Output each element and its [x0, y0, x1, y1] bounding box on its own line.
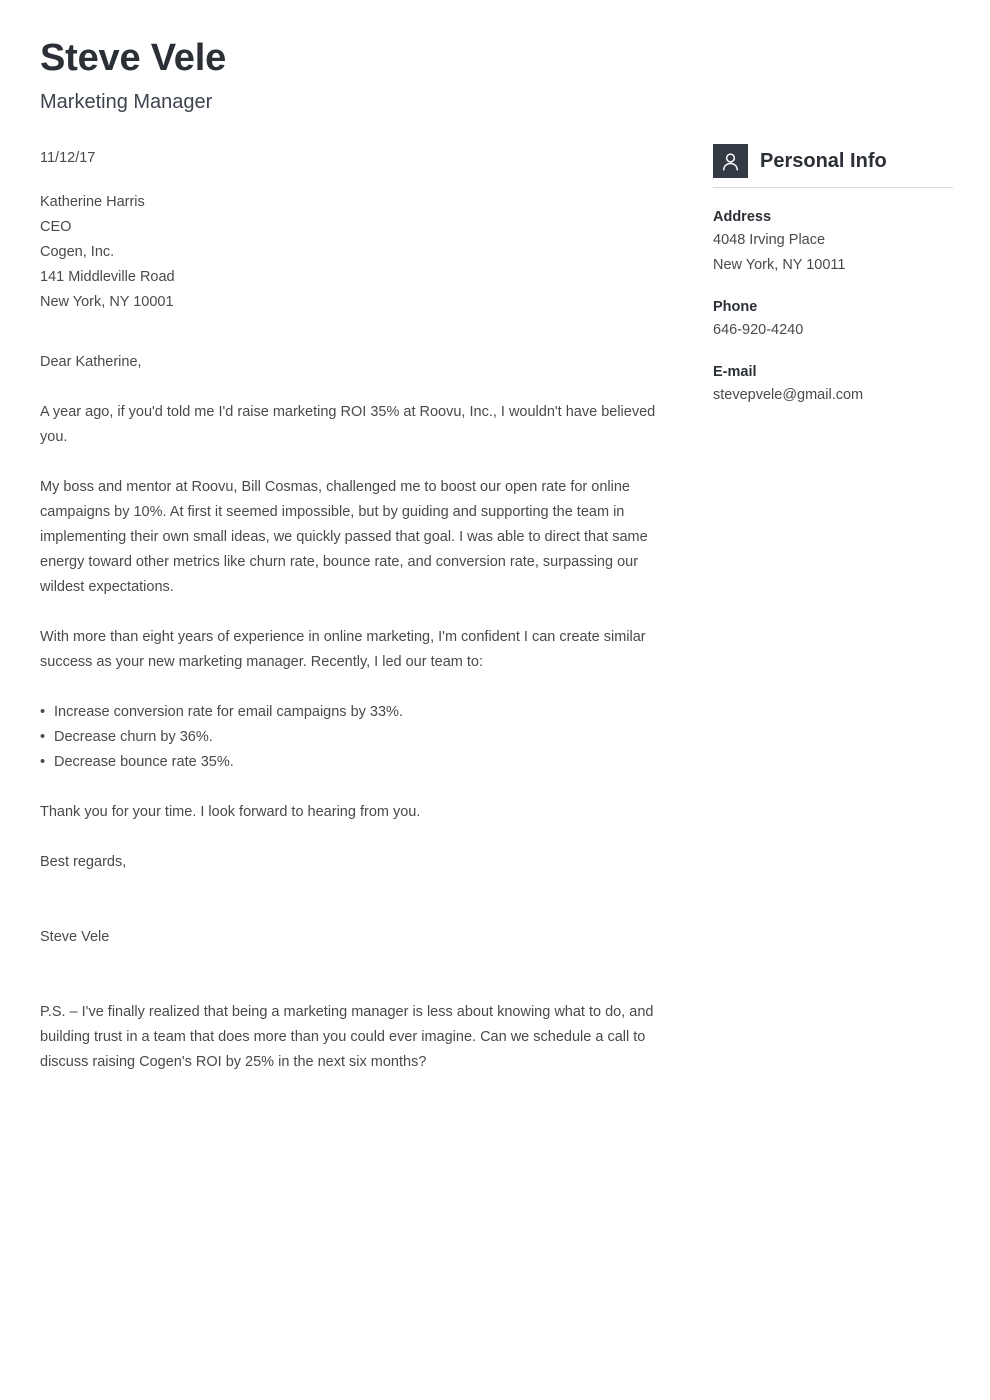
salutation: Dear Katherine,: [40, 354, 142, 370]
recipient-city-state-zip: New York, NY 10001: [40, 294, 174, 310]
postscript: P.S. – I've finally realized that being a marketing manager is less about knowing what to do, and building trust in a team that does more than you could ever imagine. Can we schedule a call to discuss raising Cogen's ROI by 25% in the next six months?: [40, 1004, 654, 1070]
list-item: • Increase conversion rate for email campaigns by 33%.: [40, 700, 670, 725]
letter-header: [40, 38, 660, 114]
list-item: • Decrease churn by 36%.: [40, 725, 670, 750]
paragraph-2: My boss and mentor at Roovu, Bill Cosmas, challenged me to boost our open rate for online campaigns by 10%. At first it seemed impossible, but by guiding and supporting the team in implementing their own small ideas, we quickly passed that goal. I was able to direct that same energy toward other metrics like churn rate, bounce rate, and conversion rate, surpassing our wildest expectations.: [40, 479, 648, 595]
thank-you-line: Thank you for your time. I look forward to hearing from you.: [40, 804, 421, 820]
paragraph-1: A year ago, if you'd told me I'd raise marketing ROI 35% at Roovu, Inc., I wouldn't have believed you.: [40, 404, 656, 445]
sidebar-title: Personal Info: [760, 150, 887, 172]
letter-date: 11/12/17: [40, 150, 96, 166]
email-value[interactable]: stevepvele@gmail.com: [713, 387, 864, 403]
sign-off: Best regards,: [40, 854, 127, 870]
phone-label: Phone: [713, 299, 758, 315]
applicant-job-title: Marketing Manager: [40, 90, 213, 113]
person-icon: [713, 144, 748, 178]
letter-body: [40, 146, 670, 1075]
paragraph-3: With more than eight years of experience in online marketing, I'm confident I can create similar success as your new marketing manager. Recently, I led our team to:: [40, 629, 646, 670]
recipient-address-block: [40, 190, 670, 315]
address-label: Address: [713, 209, 772, 225]
sidebar-header: [713, 144, 953, 188]
list-item: • Decrease bounce rate 35%.: [40, 750, 670, 775]
sidebar-section-email: [713, 361, 953, 408]
recipient-street: 141 Middleville Road: [40, 269, 175, 285]
sidebar-section-address: [713, 206, 953, 278]
sidebar-section-phone: [713, 296, 953, 343]
applicant-name: Steve Vele: [40, 37, 227, 79]
recipient-company: Cogen, Inc.: [40, 244, 115, 260]
address-line-2: New York, NY 10011: [713, 257, 846, 273]
signature-name: Steve Vele: [40, 929, 110, 945]
personal-info-sidebar: [713, 144, 953, 408]
recipient-title: CEO: [40, 219, 72, 235]
achievements-list: [40, 700, 670, 775]
email-label: E-mail: [713, 364, 757, 380]
phone-value[interactable]: 646-920-4240: [713, 322, 804, 338]
recipient-name: Katherine Harris: [40, 194, 145, 210]
address-line-1: 4048 Irving Place: [713, 232, 826, 248]
